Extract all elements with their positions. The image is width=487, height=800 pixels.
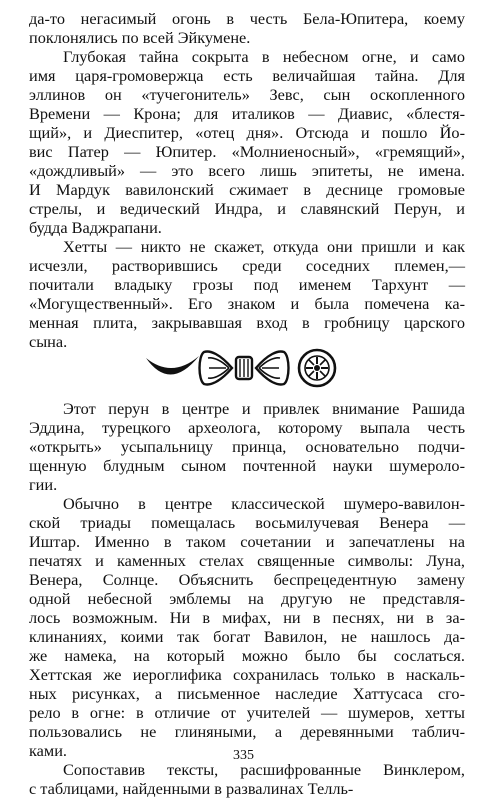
text-block-top [29, 9, 465, 351]
text-line: И Мардук вавилонский сжимает в деснице громовые [29, 180, 465, 199]
text-line: Глубокая тайна сокрыта в небесном огне, и само [63, 47, 465, 66]
text-line: лось возможным. Ни в мифах, ни в песнях, ни в за- [29, 608, 465, 627]
text-line: щий», и Диеспитер, «отец дня». Отсюда и пошло Йо- [29, 123, 465, 142]
text-line: одной небесной эмблемы на другую не представля- [29, 589, 465, 608]
paragraph [29, 237, 465, 351]
text-line: исчезли, растворившись среди соседних племен,— [29, 256, 465, 275]
text-line: же намека, на который можно было бы сослаться. [29, 646, 465, 665]
text-line: с таблицами, найденными в развалинах Телль- [29, 779, 354, 798]
text-line: менная плита, закрывавшая вход в гробницу царского [29, 313, 465, 332]
paragraph [29, 494, 465, 760]
text-line: печатях и каменных стелах священные символы: Луна, [29, 551, 465, 570]
text-line: будда Ваджрапани. [29, 218, 162, 237]
text-line: Времени — Крона; для италиков — Диавис, «блестя- [29, 104, 465, 123]
text-line: гии. [29, 475, 58, 494]
text-line: стрелы, и ведический Индра, и славянский Перун, и [29, 199, 465, 218]
text-line: Эддина, турецкого археолога, которому выпала честь [29, 418, 465, 437]
text-line: Этот перун в центре и привлек внимание Рашида [63, 399, 465, 418]
text-line: щенную блудным сыном почтенной науки шумероло- [29, 456, 465, 475]
text-line: Хетты — никто не скажет, откуда они пришли и как [63, 237, 465, 256]
text-line: сына. [29, 332, 68, 351]
text-line: ской триады помещалась восьмилучевая Венера — [29, 513, 465, 532]
paragraph [29, 399, 465, 494]
ornament-row [0, 344, 487, 392]
sun-disc-icon [299, 350, 335, 386]
text-line: Хеттская же иероглифика сохранилась только в наскаль- [29, 665, 465, 684]
text-line: ками. [29, 741, 67, 760]
text-line: «Могущественный». Его знаком и была помечена ка- [29, 294, 465, 313]
text-line: рело в огне: в отличие от учителей — шумеров, хетты [29, 703, 465, 722]
text-line: да-то негасимый огонь в честь Бела-Юпитера, коему [29, 9, 465, 28]
paragraph [29, 9, 465, 47]
text-line: Венера, Солнце. Объяснить беспрецедентную замену [29, 570, 465, 589]
text-line: «открыть» усыпальницу принца, основательно подчи- [29, 437, 465, 456]
text-line: «дождливый» — это всего лишь эпитеты, не имена. [29, 161, 465, 180]
text-line: почитали владыку грозы под именем Тархунт — [29, 275, 465, 294]
text-line: имя царя-громовержца есть величайшая тайна. Для [29, 66, 465, 85]
text-line: Обычно в центре классической шумеро-вавилон- [63, 494, 465, 513]
text-line: Сопоставив тексты, расшифрованные Винклером, [63, 760, 465, 779]
crescent-moon-icon [146, 356, 199, 375]
text-line: эллинов он «тучегонитель» Зевс, сын оскопленного [29, 85, 465, 104]
text-line: Иштар. Именно в таком сочетании и запечатлены на [29, 532, 465, 551]
bow-emblem-icon [200, 352, 289, 385]
text-line: ных рисунках, а письменное наследие Хаттусаса сго- [29, 684, 465, 703]
page-number: 335 [233, 748, 254, 763]
text-line: пользовались не глиняными, а деревянными таблич- [29, 722, 465, 741]
text-line: клинаниях, коими так богат Вавилон, не нашлось да- [29, 627, 465, 646]
text-line: поклонялись по всей Эйкумене. [29, 28, 251, 47]
paragraph [29, 760, 465, 798]
paragraph [29, 47, 465, 237]
text-block-bottom [29, 399, 465, 798]
text-line: вис Патер — Юпитер. «Молниеносный», «гремящий», [29, 142, 465, 161]
